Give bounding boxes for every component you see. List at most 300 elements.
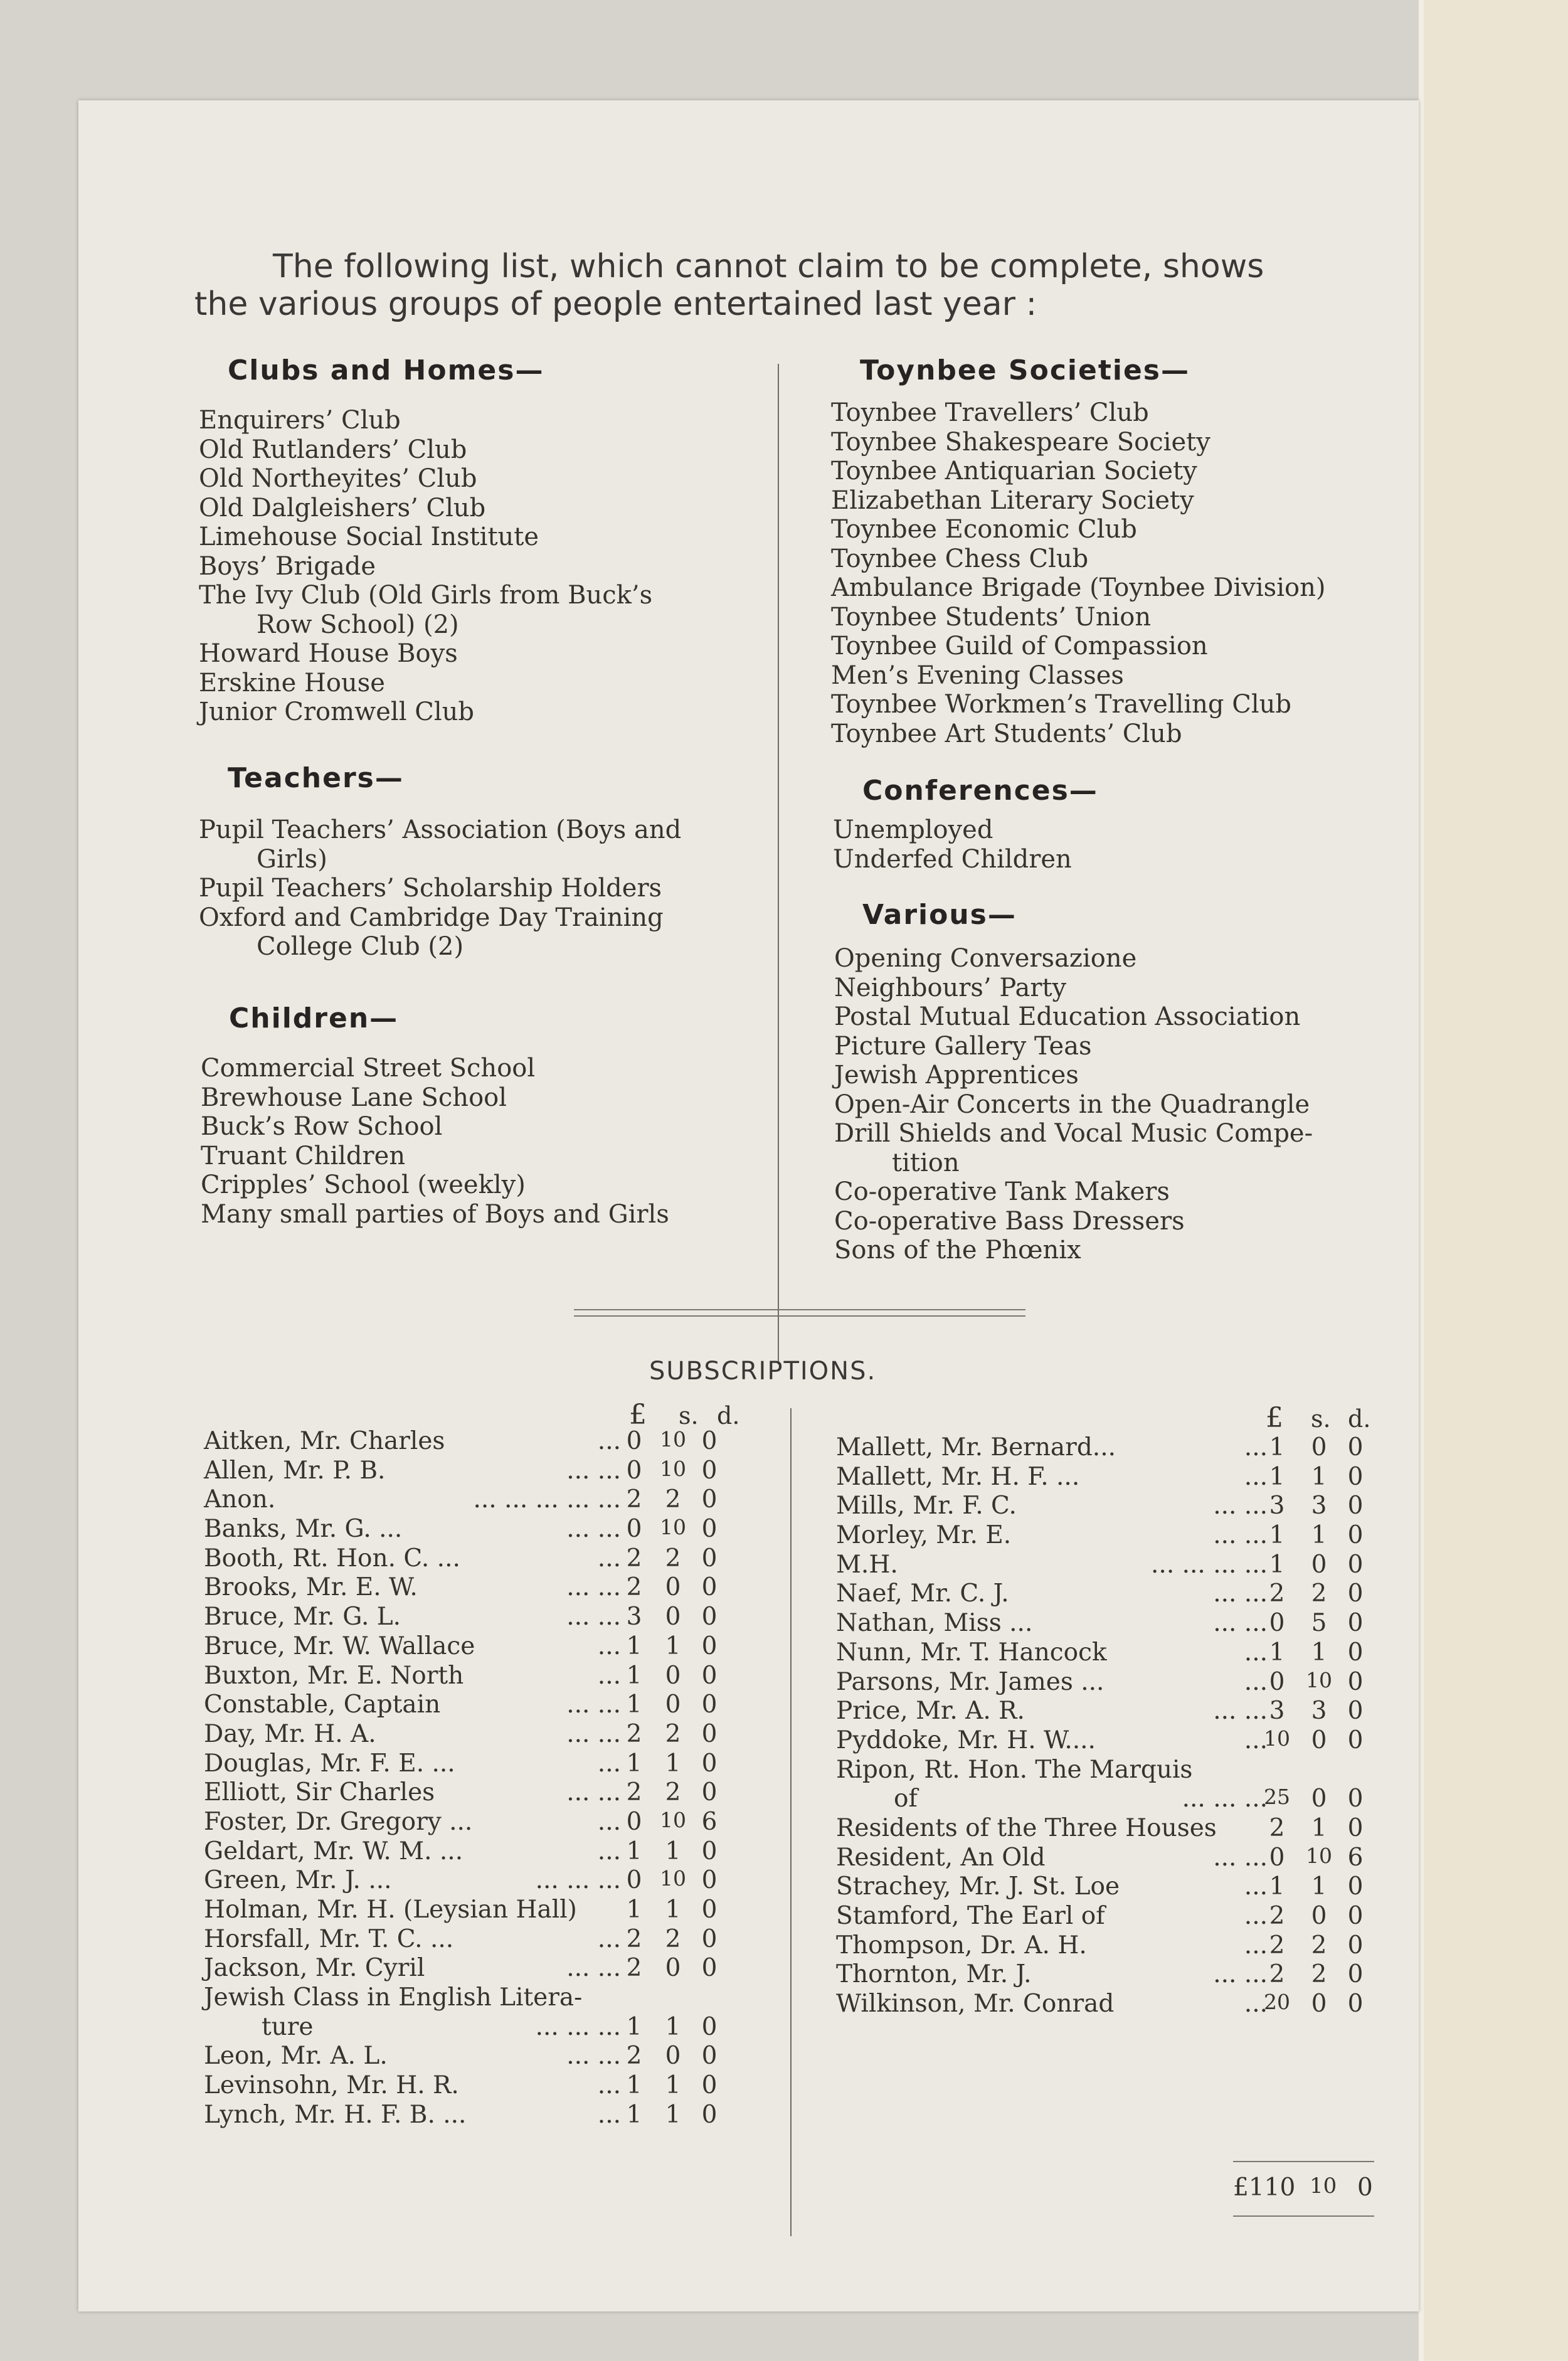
- shillings-amount: 1: [1311, 1638, 1327, 1667]
- list-item: Old Dalgleishers’ Club: [199, 493, 486, 523]
- list-conferences: [833, 815, 1072, 874]
- shillings-amount: 1: [665, 2012, 681, 2041]
- subscription-row: [836, 1931, 1401, 1961]
- subscriber-name: Day, Mr. H. A.: [204, 1719, 376, 1748]
- subscriber-name: Jewish Class in English Litera-: [204, 1983, 583, 2012]
- pounds-amount: 1: [626, 2012, 642, 2041]
- pounds-header-right: £: [1266, 1402, 1283, 1434]
- pounds-amount: 3: [1269, 1492, 1285, 1520]
- subscriber-name: Nunn, Mr. T. Hancock: [836, 1638, 1107, 1667]
- shillings-amount: 1: [665, 2071, 681, 2100]
- list-item: Commercial Street School: [201, 1054, 536, 1083]
- list-item: Toynbee Students’ Union: [831, 602, 1152, 632]
- subscription-row: [204, 1485, 750, 1515]
- shillings-amount: 0: [1311, 1902, 1327, 1930]
- shillings-amount: 0: [1311, 1433, 1327, 1462]
- list-item: Postal Mutual Education Association: [834, 1002, 1301, 1031]
- pence-amount: 0: [701, 1778, 718, 1807]
- list-item: Pupil Teachers’ Association (Boys and: [199, 815, 682, 844]
- shillings-amount: 10: [1306, 1843, 1332, 1868]
- pounds-amount: 2: [626, 1544, 642, 1573]
- list-children: [201, 1054, 669, 1229]
- pounds-amount: 0: [626, 1807, 642, 1836]
- pence-amount: 0: [1347, 1667, 1364, 1696]
- leader-dots: ... ...: [566, 1778, 621, 1807]
- subscriptions-total: [1233, 2173, 1390, 2205]
- subscriber-name: Holman, Mr. H. (Leysian Hall): [204, 1896, 577, 1924]
- subscription-row: [204, 1808, 750, 1837]
- subscriber-name: Leon, Mr. A. L.: [204, 2042, 388, 2071]
- pounds-amount: 2: [626, 1719, 642, 1748]
- subscription-row: [836, 1726, 1401, 1756]
- subscriber-name: Lynch, Mr. H. F. B. ...: [204, 2100, 467, 2129]
- shillings-amount: 1: [665, 1837, 681, 1865]
- list-item: Toynbee Antiquarian Society: [831, 457, 1197, 485]
- pence-amount: 0: [1347, 1872, 1364, 1901]
- pence-amount: 0: [701, 2100, 718, 2129]
- subscriber-name: Levinsohn, Mr. H. R.: [204, 2071, 459, 2100]
- subscription-row: [204, 1896, 750, 1925]
- subscription-row: [204, 1720, 750, 1749]
- leader-dots: ...: [1244, 1638, 1268, 1667]
- separator-rule-top: [574, 1309, 1025, 1310]
- pounds-amount: 2: [626, 1924, 642, 1953]
- leader-dots: ... ...: [566, 1719, 621, 1748]
- pence-amount: 0: [701, 1456, 718, 1485]
- pounds-amount: 2: [626, 1954, 642, 1983]
- list-item: Neighbours’ Party: [834, 973, 1067, 1002]
- leader-dots: ... ...: [1213, 1843, 1268, 1872]
- shillings-amount: 2: [665, 1544, 681, 1573]
- shillings-amount: 2: [1311, 1931, 1327, 1960]
- list-item: Toynbee Guild of Compassion: [831, 632, 1208, 661]
- subscriber-name: Allen, Mr. P. B.: [204, 1456, 386, 1485]
- shillings-amount: 2: [1311, 1579, 1327, 1608]
- list-various: [834, 944, 1313, 1265]
- leader-dots: ... ... ... ... ...: [473, 1485, 621, 1514]
- intro-line-2: the various groups of people entertained last year :: [194, 285, 1037, 323]
- shillings-amount: 10: [660, 1866, 686, 1891]
- pounds-amount: 1: [1269, 1433, 1285, 1462]
- pounds-amount: 2: [626, 1778, 642, 1807]
- pounds-amount: 0: [1269, 1843, 1285, 1872]
- leader-dots: ... ...: [1213, 1492, 1268, 1520]
- subscription-row: [836, 1551, 1401, 1580]
- column-divider: [778, 364, 779, 1364]
- shillings-header-left: s.: [679, 1402, 699, 1430]
- pounds-amount: 0: [1269, 1667, 1285, 1696]
- shillings-header-right: s.: [1311, 1405, 1331, 1433]
- pounds-amount: 1: [1269, 1521, 1285, 1550]
- subscriber-name: Thornton, Mr. J.: [836, 1960, 1032, 1989]
- pence-amount: 0: [701, 1573, 718, 1602]
- subscriber-name: Naef, Mr. C. J.: [836, 1579, 1009, 1608]
- list-item: Ambulance Brigade (Toynbee Division): [831, 573, 1326, 602]
- shillings-amount: 5: [1311, 1609, 1327, 1638]
- pence-amount: 0: [701, 1427, 718, 1455]
- shillings-amount: 2: [665, 1924, 681, 1953]
- list-item: Drill Shields and Vocal Music Compe-: [834, 1119, 1313, 1148]
- pounds-amount: 2: [1269, 1579, 1285, 1608]
- subscription-row: [204, 2042, 750, 2071]
- pence-amount: 0: [1347, 1931, 1364, 1960]
- subscriptions-title: SUBSCRIPTIONS.: [649, 1357, 877, 1386]
- pounds-amount: 0: [626, 1515, 642, 1544]
- subscriber-name: Geldart, Mr. W. M. ...: [204, 1837, 464, 1865]
- pence-amount: 0: [701, 1631, 718, 1660]
- total-shillings: 10: [1310, 2173, 1337, 2199]
- subscriber-name: Buxton, Mr. E. North: [204, 1661, 464, 1690]
- leader-dots: ...: [597, 1749, 621, 1778]
- subscriber-name: Jackson, Mr. Cyril: [204, 1954, 425, 1983]
- leader-dots: ...: [597, 1631, 621, 1660]
- subscription-row: [204, 1866, 750, 1896]
- leader-dots: ...: [1244, 1931, 1268, 1960]
- list-item: The Ivy Club (Old Girls from Buck’s: [199, 581, 653, 610]
- subscriber-name: Foster, Dr. Gregory ...: [204, 1807, 473, 1836]
- leader-dots: ...: [597, 1837, 621, 1865]
- shillings-amount: 1: [665, 1749, 681, 1778]
- heading-clubs-and-homes: Clubs and Homes—: [228, 354, 544, 386]
- list-item: Erskine House: [199, 668, 385, 698]
- list-item: Row School) (2): [257, 610, 459, 639]
- pence-amount: 6: [1347, 1843, 1364, 1872]
- shillings-amount: 0: [665, 1573, 681, 1602]
- subscription-row: [204, 2013, 750, 2042]
- heading-toynbee-societies: Toynbee Societies—: [860, 354, 1190, 386]
- subscription-row: [204, 1632, 750, 1662]
- shillings-amount: 10: [1306, 1667, 1332, 1692]
- pence-amount: 0: [701, 1866, 718, 1895]
- shillings-amount: 10: [660, 1515, 686, 1540]
- list-item: Enquirers’ Club: [199, 406, 401, 435]
- pounds-amount: 1: [1269, 1872, 1285, 1901]
- shillings-amount: 0: [1311, 1726, 1327, 1754]
- list-item: Open-Air Concerts in the Quadrangle: [834, 1090, 1310, 1119]
- leader-dots: ...: [597, 1807, 621, 1836]
- leader-dots: ... ...: [566, 1573, 621, 1602]
- subscriber-name: Price, Mr. A. R.: [836, 1697, 1025, 1726]
- shillings-amount: 0: [1311, 1550, 1327, 1579]
- subscriber-name: Constable, Captain: [204, 1690, 441, 1719]
- adjacent-page-edge: [1419, 0, 1568, 2361]
- subscription-row: [204, 1837, 750, 1867]
- pounds-amount: 2: [1269, 1931, 1285, 1960]
- subscriptions-left-column: [204, 1427, 750, 2130]
- leader-dots: ...: [597, 1427, 621, 1455]
- separator-rule-bottom: [574, 1315, 1025, 1317]
- leader-dots: ...: [1244, 1667, 1268, 1696]
- subscription-row: [204, 1749, 750, 1779]
- list-toynbee-societies: [831, 398, 1325, 748]
- list-item: Co-operative Tank Makers: [834, 1177, 1170, 1206]
- leader-dots: ... ...: [566, 1456, 621, 1485]
- pence-amount: 0: [701, 1924, 718, 1953]
- leader-dots: ... ... ...: [535, 2012, 621, 2041]
- subscriber-name: M.H.: [836, 1550, 898, 1579]
- list-item: Brewhouse Lane School: [201, 1083, 507, 1112]
- pence-amount: 0: [701, 1544, 718, 1573]
- leader-dots: ... ...: [566, 2042, 621, 2071]
- list-item: Boys’ Brigade: [199, 551, 376, 581]
- leader-dots: ...: [1244, 1902, 1268, 1930]
- subscription-row: [836, 1844, 1401, 1873]
- leader-dots: ... ...: [566, 1515, 621, 1544]
- pounds-amount: 1: [626, 1661, 642, 1690]
- list-item: tition: [892, 1148, 960, 1177]
- subscription-row: [836, 1990, 1401, 2019]
- pence-amount: 0: [1347, 1550, 1364, 1579]
- pence-amount: 0: [701, 2012, 718, 2041]
- leader-dots: ...: [597, 2071, 621, 2100]
- leader-dots: ... ...: [1213, 1521, 1268, 1550]
- leader-dots: ...: [1244, 1433, 1268, 1462]
- subscriber-name: ture: [262, 2012, 314, 2041]
- pounds-amount: 1: [626, 1749, 642, 1778]
- subscription-row: [836, 1492, 1401, 1521]
- subscriber-name: Bruce, Mr. W. Wallace: [204, 1631, 475, 1660]
- list-item: Old Northeyites’ Club: [199, 464, 477, 493]
- subscriber-name: Strachey, Mr. J. St. Loe: [836, 1872, 1120, 1901]
- subscriber-name: Parsons, Mr. James ...: [836, 1667, 1104, 1696]
- pence-amount: 0: [1347, 1462, 1364, 1491]
- shillings-amount: 0: [665, 1954, 681, 1983]
- document-page: [78, 100, 1419, 2311]
- subscriber-name: of: [894, 1785, 918, 1813]
- total-rule-bottom: [1233, 2215, 1374, 2217]
- list-item: College Club (2): [257, 932, 464, 961]
- leader-dots: ... ... ... ...: [1151, 1550, 1268, 1579]
- pence-amount: 0: [701, 1954, 718, 1983]
- shillings-amount: 0: [1311, 1990, 1327, 2019]
- subscriber-name: Green, Mr. J. ...: [204, 1866, 392, 1895]
- leader-dots: ... ... ...: [1182, 1785, 1268, 1813]
- shillings-amount: 1: [665, 1896, 681, 1924]
- pence-amount: 0: [701, 1749, 718, 1778]
- shillings-amount: 1: [665, 1631, 681, 1660]
- shillings-amount: 2: [665, 1719, 681, 1748]
- subscriber-name: Morley, Mr. E.: [836, 1521, 1012, 1550]
- pounds-amount: 2: [626, 2042, 642, 2071]
- pounds-amount: 3: [1269, 1697, 1285, 1726]
- subscriber-name: Brooks, Mr. E. W.: [204, 1573, 418, 1602]
- pounds-amount: 1: [1269, 1462, 1285, 1491]
- pounds-amount: 0: [626, 1866, 642, 1895]
- subscriber-name: Horsfall, Mr. T. C. ...: [204, 1924, 454, 1953]
- subscriber-name: Pyddoke, Mr. H. W....: [836, 1726, 1096, 1754]
- leader-dots: ... ...: [1213, 1697, 1268, 1726]
- pounds-amount: 1: [626, 1837, 642, 1865]
- subscriber-name: Resident, An Old: [836, 1843, 1046, 1872]
- list-item: Truant Children: [201, 1141, 406, 1170]
- subscriber-name: Residents of the Three Houses: [836, 1813, 1217, 1842]
- heading-various: Various—: [862, 899, 1017, 931]
- pence-amount: 0: [1347, 1697, 1364, 1726]
- leader-dots: ... ...: [1213, 1609, 1268, 1638]
- pence-amount: 0: [1347, 1785, 1364, 1813]
- pence-amount: 0: [1347, 1492, 1364, 1520]
- heading-teachers: Teachers—: [228, 762, 404, 794]
- pounds-amount: 2: [1269, 1902, 1285, 1930]
- subscriber-name: Banks, Mr. G. ...: [204, 1515, 403, 1544]
- list-item: Toynbee Art Students’ Club: [831, 719, 1182, 748]
- subscriber-name: Aitken, Mr. Charles: [204, 1427, 445, 1455]
- subscription-row: [204, 1778, 750, 1808]
- subscriber-name: Bruce, Mr. G. L.: [204, 1603, 401, 1631]
- list-item: Oxford and Cambridge Day Training: [199, 903, 664, 932]
- pounds-amount: 3: [626, 1603, 642, 1631]
- pence-amount: 0: [1347, 1960, 1364, 1989]
- pence-amount: 0: [701, 1896, 718, 1924]
- shillings-amount: 0: [1311, 1785, 1327, 1813]
- shillings-amount: 0: [665, 1603, 681, 1631]
- subscription-row: [204, 1573, 750, 1603]
- subscription-row: [204, 1925, 750, 1955]
- pounds-amount: 10: [1264, 1726, 1290, 1751]
- leader-dots: ...: [597, 1924, 621, 1953]
- subscription-row: [836, 1756, 1401, 1785]
- subscription-row: [204, 1690, 750, 1720]
- subscription-row: [836, 1579, 1401, 1609]
- leader-dots: ... ...: [566, 1954, 621, 1983]
- shillings-amount: 10: [660, 1427, 686, 1451]
- page-gutter: [1419, 0, 1424, 2361]
- pence-amount: 0: [1347, 1726, 1364, 1754]
- shillings-amount: 10: [660, 1807, 686, 1832]
- pence-amount: 0: [1347, 1521, 1364, 1550]
- pounds-amount: 1: [626, 2071, 642, 2100]
- subscription-row: [836, 1521, 1401, 1551]
- list-item: Many small parties of Boys and Girls: [201, 1199, 669, 1229]
- shillings-amount: 0: [665, 1690, 681, 1719]
- list-item: Buck’s Row School: [201, 1112, 443, 1141]
- shillings-amount: 10: [660, 1456, 686, 1481]
- pounds-amount: 25: [1264, 1785, 1290, 1810]
- subscriber-name: Booth, Rt. Hon. C. ...: [204, 1544, 460, 1573]
- pence-amount: 0: [701, 2042, 718, 2071]
- list-item: Girls): [257, 844, 327, 874]
- leader-dots: ...: [597, 1544, 621, 1573]
- pounds-amount: 0: [626, 1427, 642, 1455]
- list-item: Opening Conversazione: [834, 944, 1137, 973]
- pounds-amount: 2: [1269, 1960, 1285, 1989]
- pence-amount: 0: [1347, 1902, 1364, 1930]
- subscriptions-right-column: [836, 1433, 1401, 2019]
- subscriber-name: Wilkinson, Mr. Conrad: [836, 1990, 1115, 2019]
- subscriber-name: Ripon, Rt. Hon. The Marquis: [836, 1755, 1193, 1784]
- list-item: Jewish Apprentices: [834, 1061, 1079, 1090]
- list-item: Picture Gallery Teas: [834, 1031, 1092, 1061]
- total-pounds: £110: [1233, 2173, 1296, 2202]
- subscription-row: [836, 1668, 1401, 1697]
- subscriber-name: Mallett, Mr. H. F. ...: [836, 1462, 1080, 1491]
- subscription-row: [836, 1814, 1401, 1844]
- pounds-amount: 0: [626, 1456, 642, 1485]
- subscriber-name: Anon.: [204, 1485, 276, 1514]
- leader-dots: ...: [1244, 1726, 1268, 1754]
- pence-amount: 0: [701, 2071, 718, 2100]
- shillings-amount: 3: [1311, 1697, 1327, 1726]
- pence-amount: 0: [1347, 1433, 1364, 1462]
- pence-amount: 0: [701, 1515, 718, 1544]
- pence-amount: 0: [701, 1661, 718, 1690]
- heading-children: Children—: [229, 1002, 399, 1034]
- pounds-amount: 2: [626, 1485, 642, 1514]
- list-item: Unemployed: [833, 815, 993, 844]
- shillings-amount: 1: [1311, 1872, 1327, 1901]
- subscription-row: [836, 1638, 1401, 1668]
- list-item: Toynbee Workmen’s Travelling Club: [831, 690, 1291, 719]
- pence-header-right: d.: [1348, 1405, 1371, 1433]
- subscription-row: [836, 1433, 1401, 1463]
- subscription-row: [204, 1954, 750, 1983]
- pounds-amount: 1: [626, 2100, 642, 2129]
- shillings-amount: 0: [665, 2042, 681, 2071]
- list-clubs-and-homes: [199, 406, 652, 727]
- subscription-row: [204, 2101, 750, 2130]
- leader-dots: ...: [1244, 1990, 1268, 2019]
- subscription-row: [836, 1872, 1401, 1902]
- list-item: Old Rutlanders’ Club: [199, 435, 467, 464]
- pounds-amount: 1: [626, 1896, 642, 1924]
- subscriptions-divider: [790, 1408, 792, 2236]
- list-item: Toynbee Economic Club: [831, 515, 1137, 544]
- leader-dots: ...: [1244, 1462, 1268, 1491]
- subscription-row: [204, 1662, 750, 1691]
- pounds-amount: 20: [1264, 1990, 1290, 2015]
- subscriber-name: Mallett, Mr. Bernard...: [836, 1433, 1116, 1462]
- pounds-header-left: £: [629, 1399, 647, 1431]
- pence-amount: 0: [701, 1690, 718, 1719]
- subscriber-name: Mills, Mr. F. C.: [836, 1492, 1017, 1520]
- leader-dots: ... ...: [1213, 1960, 1268, 1989]
- list-item: Howard House Boys: [199, 639, 458, 668]
- leader-dots: ... ...: [566, 1603, 621, 1631]
- pounds-amount: 2: [1269, 1813, 1285, 1842]
- pence-amount: 0: [701, 1603, 718, 1631]
- pounds-amount: 1: [626, 1690, 642, 1719]
- list-item: Men’s Evening Classes: [831, 661, 1124, 690]
- subscriber-name: Stamford, The Earl of: [836, 1902, 1105, 1930]
- list-teachers: [199, 815, 681, 962]
- subscription-row: [836, 1609, 1401, 1638]
- leader-dots: ...: [1244, 1872, 1268, 1901]
- subscription-row: [836, 1960, 1401, 1990]
- subscription-row: [204, 1456, 750, 1486]
- leader-dots: ... ...: [566, 1690, 621, 1719]
- shillings-amount: 2: [665, 1485, 681, 1514]
- pence-amount: 0: [1347, 1990, 1364, 2019]
- leader-dots: ...: [597, 2100, 621, 2129]
- shillings-amount: 3: [1311, 1492, 1327, 1520]
- pounds-amount: 0: [1269, 1609, 1285, 1638]
- pounds-amount: 1: [626, 1631, 642, 1660]
- subscriber-name: Elliott, Sir Charles: [204, 1778, 435, 1807]
- total-pence: 0: [1357, 2173, 1373, 2202]
- list-item: Limehouse Social Institute: [199, 523, 539, 551]
- heading-conferences: Conferences—: [862, 775, 1098, 807]
- list-item: Toynbee Shakespeare Society: [831, 427, 1210, 457]
- list-item: Toynbee Chess Club: [831, 544, 1089, 573]
- pence-amount: 0: [1347, 1609, 1364, 1638]
- leader-dots: ...: [597, 1661, 621, 1690]
- pence-amount: 0: [701, 1719, 718, 1748]
- shillings-amount: 1: [1311, 1813, 1327, 1842]
- pence-amount: 0: [701, 1485, 718, 1514]
- pounds-amount: 1: [1269, 1550, 1285, 1579]
- shillings-amount: 1: [1311, 1462, 1327, 1491]
- list-item: Cripples’ School (weekly): [201, 1170, 526, 1199]
